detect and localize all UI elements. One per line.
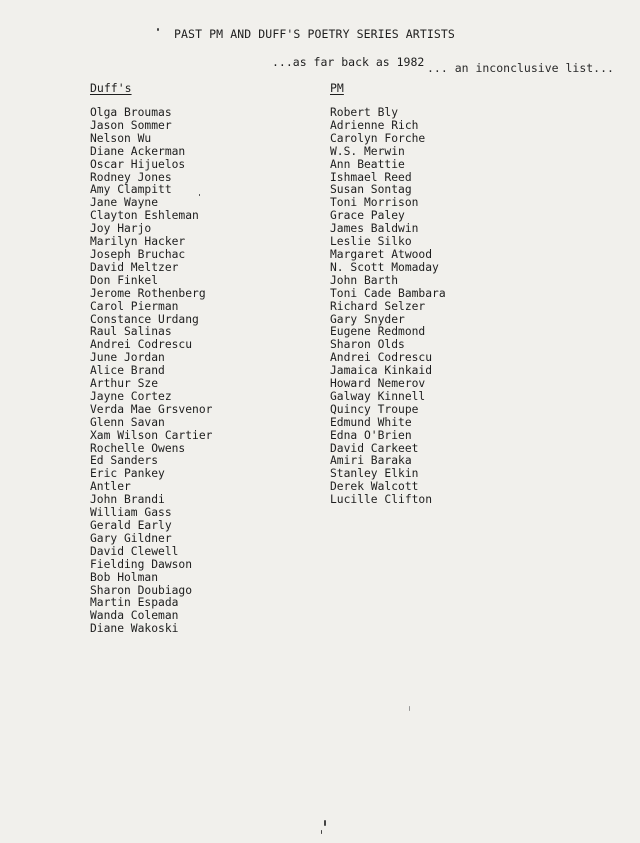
artist-name: Leslie Silko [330, 235, 412, 249]
artist-name: June Jordan [90, 351, 165, 365]
artist-name: Wanda Coleman [90, 609, 179, 623]
artist-name: Edmund White [330, 415, 412, 429]
scan-speck [199, 194, 200, 196]
artist-name: Richard Selzer [330, 299, 426, 313]
artist-name: Ann Beattie [330, 157, 405, 171]
artist-name: Toni Cade Bambara [330, 286, 446, 300]
pm-heading: PM [330, 81, 344, 95]
artist-name: Antler [90, 480, 131, 494]
artist-name: Martin Espada [90, 596, 179, 610]
artist-name: Quincy Troupe [330, 402, 419, 416]
artist-name: Jayne Cortez [90, 389, 172, 403]
duffs-column [90, 80, 212, 636]
artist-name: Rodney Jones [90, 170, 172, 184]
artist-name: Jason Sommer [90, 118, 172, 132]
artist-name: David Carkeet [330, 441, 419, 455]
artist-name: Carol Pierman [90, 299, 179, 313]
artist-name: Toni Morrison [330, 196, 419, 210]
artist-name: Margaret Atwood [330, 247, 433, 261]
pm-column [330, 80, 446, 507]
artist-name: Jamaica Kinkaid [330, 364, 433, 378]
artist-name: David Meltzer [90, 260, 179, 274]
artist-name: Stanley Elkin [330, 467, 419, 481]
artist-name: Fielding Dawson [90, 557, 193, 571]
artist-name: David Clewell [90, 544, 179, 558]
artist-name: Ishmael Reed [330, 170, 412, 184]
artist-name: Raul Salinas [90, 325, 172, 339]
artist-name: Susan Sontag [330, 183, 412, 197]
artist-name: Clayton Eshleman [90, 209, 199, 223]
artist-name: Rochelle Owens [90, 441, 186, 455]
artist-name: Oscar Hijuelos [90, 157, 186, 171]
artist-name: Derek Walcott [330, 480, 419, 494]
artist-name: Bob Holman [90, 570, 159, 584]
artist-name: Adrienne Rich [330, 118, 419, 132]
scan-speck [157, 28, 159, 31]
artist-name: Gary Gildner [90, 531, 172, 545]
duffs-heading: Duff's [90, 81, 132, 95]
artist-name: Olga Broumas [90, 106, 172, 119]
artist-name: Constance Urdang [90, 312, 199, 326]
page-title: PAST PM AND DUFF'S POETRY SERIES ARTISTS [174, 27, 455, 41]
artist-name: Diane Ackerman [90, 144, 186, 158]
artist-name: Jane Wayne [90, 196, 159, 210]
artist-name: Joy Harjo [90, 222, 152, 236]
artist-name: Gerald Early [90, 519, 172, 532]
artist-name: James Baldwin [330, 222, 419, 236]
artist-name: Marilyn Hacker [90, 235, 186, 249]
artist-name: Nelson Wu [90, 131, 152, 145]
artist-name: Howard Nemerov [330, 377, 426, 391]
artist-name: Ed Sanders [90, 454, 159, 468]
artist-name: Eugene Redmond [330, 325, 426, 339]
artist-name: Grace Paley [330, 209, 405, 223]
artist-name: Verda Mae Grsvenor [90, 402, 213, 416]
scan-speck [409, 706, 410, 711]
artist-name: Joseph Bruchac [90, 247, 186, 261]
artist-name: Sharon Olds [330, 338, 405, 352]
artist-name: Andrei Codrescu [90, 338, 193, 352]
artist-name: Glenn Savan [90, 415, 165, 429]
artist-name: Lucille Clifton [330, 493, 433, 507]
artist-name: Sharon Doubiago [90, 583, 193, 597]
scan-speck [324, 820, 326, 826]
artist-name: Eric Pankey [90, 467, 165, 481]
artist-name: W.S. Merwin [330, 144, 405, 158]
artist-name: Don Finkel [90, 273, 159, 287]
artist-name: Alice Brand [90, 364, 165, 378]
artist-name: Edna O'Brien [330, 428, 412, 442]
artist-name: John Barth [330, 273, 399, 287]
artist-name: Galway Kinnell [330, 389, 426, 403]
artist-name: Gary Snyder [330, 312, 405, 326]
list-note: ... an inconclusive list... [427, 61, 614, 75]
artist-name: William Gass [90, 506, 172, 520]
pm-artist-list [330, 107, 446, 507]
artist-name: Xam Wilson Cartier [90, 428, 213, 442]
artist-name: N. Scott Momaday [330, 260, 439, 274]
artist-name: Robert Bly [330, 106, 399, 119]
scan-speck [321, 830, 322, 834]
artist-name: Amiri Baraka [330, 454, 412, 468]
artist-name: Arthur Sze [90, 377, 159, 391]
page-subtitle: ...as far back as 1982 [272, 55, 425, 69]
artist-name: Jerome Rothenberg [90, 286, 206, 300]
artist-name: Diane Wakoski [90, 622, 179, 636]
artist-name: Carolyn Forche [330, 131, 426, 145]
artist-name: John Brandi [90, 493, 165, 507]
artist-name: Amy Clampitt [90, 183, 172, 197]
artist-name: Andrei Codrescu [330, 351, 433, 365]
duffs-artist-list [90, 107, 212, 636]
